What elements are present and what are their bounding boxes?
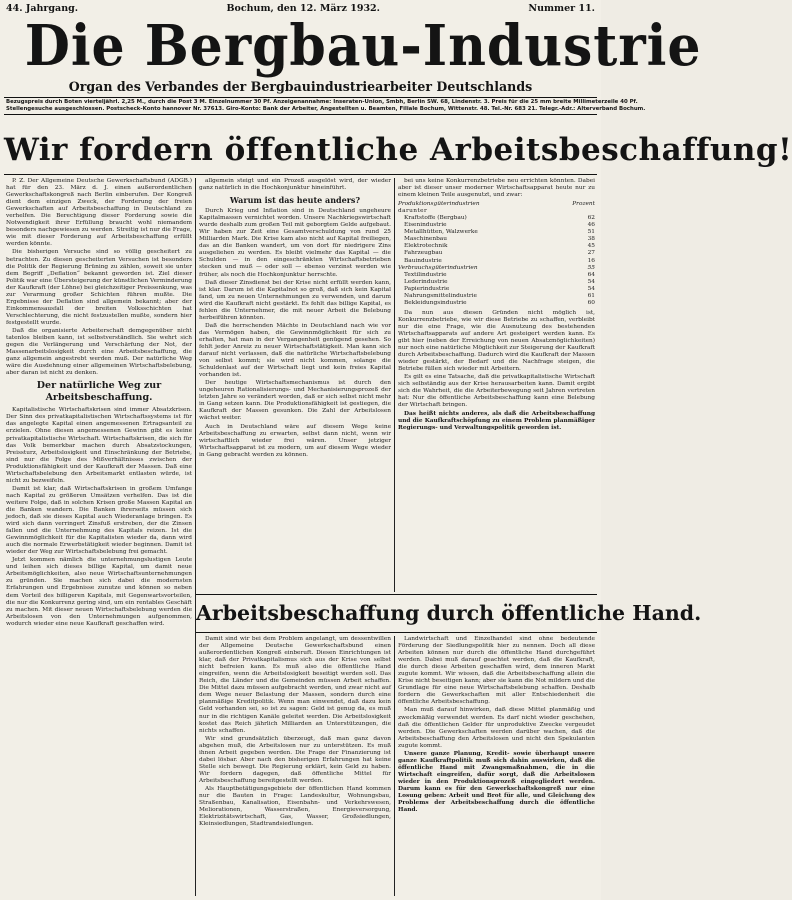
table-row: Eisenindustrie 46: [404, 222, 595, 229]
paragraph: Da nun aus diesen Gründen nicht möglich ist, Konkurrenzbetriebe, wie wir diese Betriebe zu schaffen, verbleibt nur die eine Frage, wie die Ausnutzung des bestehenden Wirtschaftsapparats auf andere Art gesteigert werden kann. Es gibt hier (neben der Erreichung von neuen Absatzmöglichkeiten) nur noch eine natürliche Möglichkeit zur Steigerung der Kaufkraft durch Arbeitsbeschaffung. Dadurch wird die Kaufkraft der Massen wieder gestärkt, der Bedarf und die Nachfrage steigen, die Betriebe füllen sich wieder mit Arbeitern.: [398, 309, 595, 373]
newspaper-title: Die Bergbau-Industrie: [24, 13, 702, 79]
paragraph: Auch in Deutschland wäre auf diesem Wege keine Arbeitsbeschaffung zu erwarten, selbst dann nicht, wenn wir wirtschaftlich wieder frei wären. Unser jetziger Wirtschaftsapparat ist zu modern, um auf diesem Wege wieder in Gang gebracht werden zu können.: [199, 423, 391, 458]
table-group-label: Verbrauchsgüterindustrien: [398, 264, 478, 271]
paragraph: Es gilt es eine Tatsache, daß die privatkapitalistische Wirtschaft sich selbständig aus der Krise herausarbeiten kann. Damit ergibt sich die Wahrheit, die die Arbeiterbewegung seit Jahren vertreten hat: Nur die öffentliche Arbeitsbeschaffung kann eine Belebung der Wirtschaft bringen.: [398, 374, 595, 409]
table-row: Fahrzeugbau 27: [404, 250, 595, 257]
paragraph-emphasis: Unsere ganze Planung, Kredit- sowie überhaupt unsere ganze Kaufkraftpolitik muß sich dahin auswirken, daß die öffentliche Hand mit Zwangsmaßnahmen, die in die Wirtschaft eingreifen, dafür sorgt, daß die Arbeitslosen wieder in den Produktionsprozeß eingegliedert werden. Darum kann es für den Gewerkschaftskongreß nur eine Losung geben: Arbeit und Brot für alle, und Gleichung des Problems der Arbeitsbeschaffung durch die öffentliche Hand.: [398, 750, 595, 814]
divider-rule: [196, 632, 597, 633]
paragraph: allgemein steigt und ein Prozeß ausgelöst wird, der wieder ganz natürlich in die Hochkonjunktur hineinführt.: [199, 178, 391, 192]
paragraph: Daß die organisierte Arbeiterschaft demgegenüber nicht tatenlos bleiben kann, ist selbstverständlich. Sie wehrt sich gegen die Verlängerung und Verschärfung der Not, der Massenarbeitslosigkeit durch eine Arbeitsbeschaffung, die ganz allgemein angestrebt werden muß. Der natürliche Weg wäre die Ausdehnung einer allgemeinen Wirtschaftsbelebung, aber daran ist nicht zu denken.: [6, 327, 192, 377]
divider-rule: [4, 174, 597, 175]
table-unit-label: Prozent: [572, 201, 595, 208]
table-row: Papierindustrie 54: [404, 285, 595, 292]
table-row: Nahrungsmittelindustrie 61: [404, 292, 595, 299]
table-row: Bekleidungsindustrie 60: [404, 299, 595, 306]
divider-rule: [4, 97, 597, 98]
table-group-label: Produktionsgüterindustrien: [398, 201, 480, 208]
paragraph: Man muß darauf hinwirken, daß diese Mittel planmäßig und zweckmäßig verwendet werden. Es darf nicht wieder geschehen, daß die öffentlichen Gelder für unproduktive Zwecke vergeudet werden. Die Gewerkschaften werden darüber wachen, daß die Arbeitsbeschaffung den Arbeitslosen und nicht den Spekulanten zugute kommt.: [398, 707, 595, 749]
paragraph: Daß dieser Zinsdienst bei der Krise nicht erfüllt werden kann, ist klar. Darum ist die Kapitalnot so groß, daß sich kein Kapital fand, um zu neuen Unternehmungen zu verwenden, und darum wird die Kaufkraft nicht gestärkt. Es fehlt das billige Kapital, es fehlen die Unternehmer, die mit neuer Arbeit die Belebung herbeiführen könnten.: [199, 279, 391, 321]
newspaper-subtitle: Organ des Verbandes der Bergbauindustriearbeiter Deutschlands: [68, 79, 533, 94]
paragraph: bei uns keine Konkurrenzbetriebe neu errichten könnten. Dabei aber ist dieser unser moderner Wirtschaftsapparat heute nur zu einem kleinen Teile ausgenutzt, und zwar:: [398, 178, 595, 199]
issue-number: Nummer 11.: [528, 3, 595, 14]
volume-label: 44. Jahrgang.: [6, 3, 79, 14]
paragraph: Damit ist klar, daß Wirtschaftskrisen in großem Umfange nach Kapital zu größeren Umsätzen verhelfen. Das ist die weitere Folge, daß in solchen Krisen große Massen Kapital an die Banken wandern. Die Banken ihrerseits müssen sich jedoch, daß sie dieses Kapital auch Wiederanlage bringen. Es wird sich dann verringert Zinsfuß erstreben, der die Zinsen fallen und die Unternehmung des Kapitals reizen. Ist die Gewinnmöglichkeit für die Kapitalisten wieder da, dann wird auch die normale Erwerbstätigkeit wieder beginnen. Damit ist wieder der Weg zur Wirtschaftsbelebung frei gemacht.: [6, 485, 192, 556]
subscription-info: Bezugspreis durch Boten vierteljährl. 2,25 M., durch die Post 3 M. Einzelnummer 30 Pf. Anzeigenannahme: Inseraten-Union, Smbh, Berlin SW. 68, Lindenstr. 3. Preis für die 25 mm breite Millimeterzeile 40 Pf.: [6, 99, 638, 105]
account-info: Stellengesuche ausgeschlossen. Postscheck-Konto hannover Nr. 37613. Giro-Konto: Bank der Arbeiter, Angestellten u. Beamten, Filiale Bochum, Wittenstr. 48. Tel.-Nr. 683 21. Telegr.-Adr.: Alterverband Bochum.: [6, 106, 646, 112]
column-divider: [195, 178, 196, 896]
table-row: Elektrotechnik 45: [404, 243, 595, 250]
section-subheading: Warum ist das heute anders?: [229, 195, 361, 206]
table-header: [398, 265, 595, 272]
main-headline: Wir fordern öffentliche Arbeitsbeschaffung!: [4, 132, 792, 168]
table-row: Kraftstoffe (Bergbau) 62: [404, 215, 595, 222]
article-column-2: [199, 178, 391, 592]
table-subgroup: darunter: [398, 208, 428, 215]
article-column-4: [199, 636, 391, 896]
table-row: Textilindustrie 64: [404, 271, 595, 278]
paragraph: Landwirtschaft und Einzelhandel sind ohne bedeutende Förderung der Siedlungspolitik hier zu nennen. Doch all diese Arbeiten können nur durch die öffentliche Hand durchgeführt werden. Dabei muß darauf geachtet werden, daß die Kaufkraft, die durch diese Arbeiten geschaffen wird, dem inneren Markt zugute kommt. Wir wissen, daß die Arbeitsbeschaffung allein die Krise nicht beseitigen kann; aber sie kann die Not mildern und die Grundlage für eine neue Wirtschaftsbelebung schaffen. Deshalb fordern die Gewerkschaften mit aller Entschiedenheit die öffentliche Arbeitsbeschaffung.: [398, 636, 595, 706]
place-date: Bochum, den 12. März 1932.: [226, 3, 380, 14]
capacity-table: [398, 201, 595, 307]
paragraph: Jetzt kommen nämlich die unternehmungslustigen Leute und leihen sich dieses billige Kapital, um damit neue Arbeitsmöglichkeiten, also neue Wirtschaftsunternehmungen zu gründen. Sie machen sich dabei die modernsten Erfahrungen und Ergebnisse zunutze und können so neben dem Vorteil des billigeren Kapitals, mit Gegenwartsvorteilen, die nur die Konkurrenz gering sind, um ein rentables Geschäft zu machen. Mit dieser neuen Wirtschaftsbelebung werden die Arbeitslosen von den Unternehmungen aufgenommen, wodurch wieder eine neue Kaufkraft geschaffen wird.: [6, 557, 192, 627]
table-header: [398, 201, 595, 208]
paragraph: Der heutige Wirtschaftsmechanismus ist durch den ungeheuren Rationalisierungs- und Mechanisierungsprozeß der letzten Jahre so verändert worden, daß er sich selbst nicht mehr in Gang setzen kann. Die Produktionsfähigkeit ist gestiegen, die Kaufkraft der Massen gesunken. Die Zahl der Arbeitslosen wächst weiter.: [199, 380, 391, 422]
table-row: Bauindustrie 16: [404, 257, 595, 264]
paragraph-emphasis: Das heißt nichts anderes, als daß die Arbeitsbeschaffung und die Kaufkraftschöpfung zu einem Problem planmäßiger Regierungs- und Verwaltungspolitik geworden ist.: [398, 410, 595, 431]
table-row: Metallhütten, Walzwerke 51: [404, 229, 595, 236]
paragraph: Kapitalistische Wirtschaftskrisen sind immer Absatzkrisen. Der Sinn des privatkapitalistischen Wirtschaftssystems ist für das angelegte Kapital einen angemessenen Ertragsanteil zu erzielen. Ohne diesen angemessenen Gewinn gibt es keine privatkapitalistische Wirtschaft. Wirtschaftskrisen, die sich für das Volk bemerkbar machen durch Absatzstockungen, Preissturz, Arbeitslosigkeit und Einschränkung der Betriebe, sind nur die Folge des Mißverhältnisses zwischen der Produktionsfähigkeit und der Kaufkraft der Massen. Daß eine Wirtschaftsbelebung den Arbeitsmarkt entlasten würde, ist nicht zu bezweifeln.: [6, 407, 192, 484]
paragraph: Als Hauptbetätigungsgebiete der öffentlichen Hand kommen nur die Bauten in Frage: Landeskultur, Wohnungsbau, Straßenbau, Kanalisation, Eisenbahn- und Verkehrswesen, Meliorationen, Wasserstraßen, Energieversorgung, Elektrizitätswirtschaft, Gas, Wasser, Großsiedlungen, Kleinsiedlungen, Stadtrandsiedlungen.: [199, 785, 391, 828]
section-headline: Arbeitsbeschaffung durch öffentliche Hand.: [196, 601, 702, 625]
article-column-1: [6, 178, 192, 896]
divider-rule: [4, 114, 597, 115]
section-subheading: Der natürliche Weg zur Arbeitsbeschaffung.: [36, 380, 162, 404]
table-group-value: 55: [587, 264, 595, 271]
paragraph: Wir sind grundsätzlich überzeugt, daß man ganz davon abgehen muß, die Arbeitslosen nur zu unterstützen. Es muß ihnen Arbeit gegeben werden. Die Frage der Finanzierung ist dabei lösbar. Aber nach den bisherigen Erfahrungen hat keine Stelle sich bewegt. Die Regierung erklärt, kein Geld zu haben. Wir fordern dagegen, daß öffentliche Mittel für Arbeitsbeschaffung bereitgestellt werden.: [199, 735, 391, 784]
paragraph: Daß die herrschenden Mächte in Deutschland nach wie vor das Vermögen haben, die Gewinnmöglichkeit für sich zu erhalten, hat man in der Vergangenheit genügend gesehen. So fehlt jeder Anreiz zu neuer Wirtschaftstätigkeit. Man kann sich darauf nicht verlassen, daß die natürliche Wirtschaftsbelebung von selbst kommt; sie wird nicht kommen, solange die Schuldenlast auf der Wirtschaft liegt und kein freies Kapital vorhanden ist.: [199, 322, 391, 379]
paragraph: Damit sind wir bei dem Problem angelangt, um dessentwillen der Allgemeine Deutsche Gewerkschaftsbund einen außerordentlichen Kongreß einberuft. Diesen Einrichtungen ist klar, daß der Privatkapitalismus sich aus der Krise von selbst nicht befreien kann. Es muß also die öffentliche Hand eingreifen, wenn die Arbeitslosigkeit beseitigt werden soll. Das Reich, die Länder und die Gemeinden müssen Arbeit schaffen. Die Mittel dazu müssen aufgebracht werden, und zwar nicht auf dem Wege neuer Belastung der Massen, sondern durch eine planmäßige Kreditpolitik. Wenn man einwendet, daß dazu kein Geld vorhanden sei, so ist zu sagen: Geld ist genug da, es muß nur in die richtigen Kanäle geleitet werden. Die Arbeitslosigkeit kostet das Reich jährlich Milliarden an Unterstützungen, die nichts schaffen.: [199, 636, 391, 734]
paragraph: Die bisherigen Versuche sind so völlig gescheitert zu betrachten. Zu diesen gescheiterten Versuchen ist besonders die Politik der Regierung Brüning zu zählen, soweit sie unter dem Begriff „Deflation“ bekannt geworden ist. Ziel dieser Politik war eine Übersteigerung der künstlichen Verminderung der Kaufkraft (der Löhne) bei gleichzeitiger Preissenkung, was zur Verarmung großer Schichten führen mußte. Die Ergebnisse der Deflation sind allgemein bekannt; aber der Einkommensausfall der breiten Volksschichten hat Verschlechterung, die nicht festzustellen mußte, sondern hier festgestellt wurde.: [6, 249, 192, 326]
article-column-3: [398, 178, 595, 592]
paragraph: Durch Krieg und Inflation sind in Deutschland ungeheure Kapitalmassen vernichtet worden. Unsere Nachkriegswirtschaft wurde deshalb zum großen Teil mit geborgtem Gelde aufgebaut. Wir haben zur Zeit eine Gesamtverschuldung von rund 25 Milliarden Mark. Die Krise kam also nicht auf Kapital freiliegen, das an die Banken wandert, um von dort für niedrigere Zins ausgeliehen zu werden. Es bleibt vielmehr das Kapital — die Schulden — in den eingeschränkten Wirtschaftsbetrieben stecken und muß — oder soll — ebenso verzinst werden wie früher, als noch die Hochkonjunktur herrschte.: [199, 208, 391, 278]
column-divider: [394, 178, 395, 592]
article-column-5: [398, 636, 595, 896]
paragraph: P. Z. Der Allgemeine Deutsche Gewerkschaftsbund (ADGB.) hat für den 23. März d. J. einen außerordentlichen Gewerkschaftskongreß nach Berlin einberufen. Der Kongreß dient dem einzigen Zweck, der Forderung der freien Gewerkschaften auf Arbeitsbeschaffung in Deutschland zu verhelfen. Die Berechtigung dieser Forderung sowie die Notwendigkeit ihrer Erfüllung braucht wohl niemandem besonders nachgewiesen zu werden. Streitig ist nur die Frage, wie mit dieser Forderung auf Arbeitsbeschaffung erfüllt werden könnte.: [6, 178, 192, 248]
divider-rule: [196, 594, 597, 595]
table-row: Lederindustrie 54: [404, 278, 595, 285]
column-divider: [394, 636, 395, 896]
table-row: Maschinenbau 38: [404, 236, 595, 243]
